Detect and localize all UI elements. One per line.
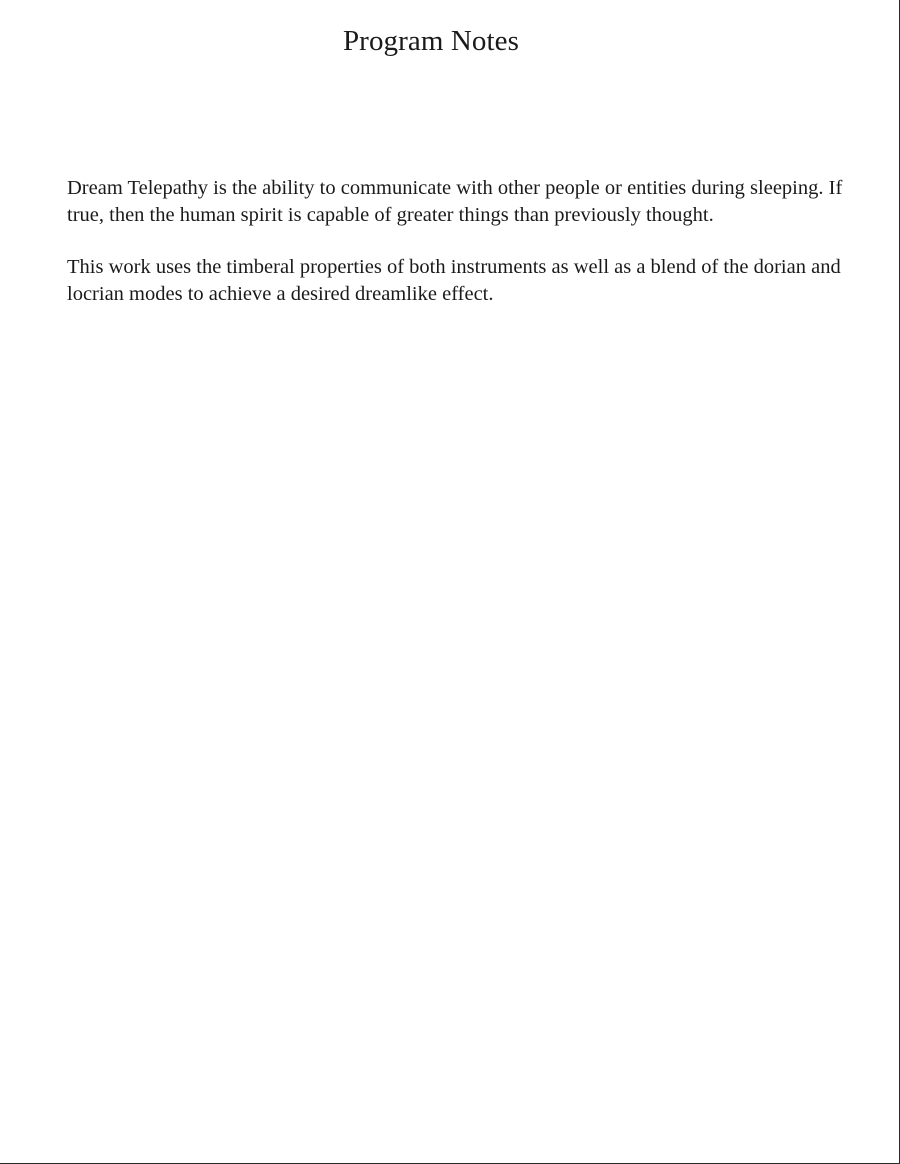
- program-notes-body: [67, 175, 847, 333]
- paragraph-dream-telepathy: Dream Telepathy is the ability to communicate with other people or entities during sleeping. If true, then the human spirit is capable of greater things than previously thought.: [67, 177, 843, 226]
- page-title: Program Notes: [342, 25, 520, 57]
- paragraph-work-description: This work uses the timberal properties of both instruments as well as a blend of the dorian and locrian modes to achieve a desired dreamlike effect.: [67, 256, 841, 305]
